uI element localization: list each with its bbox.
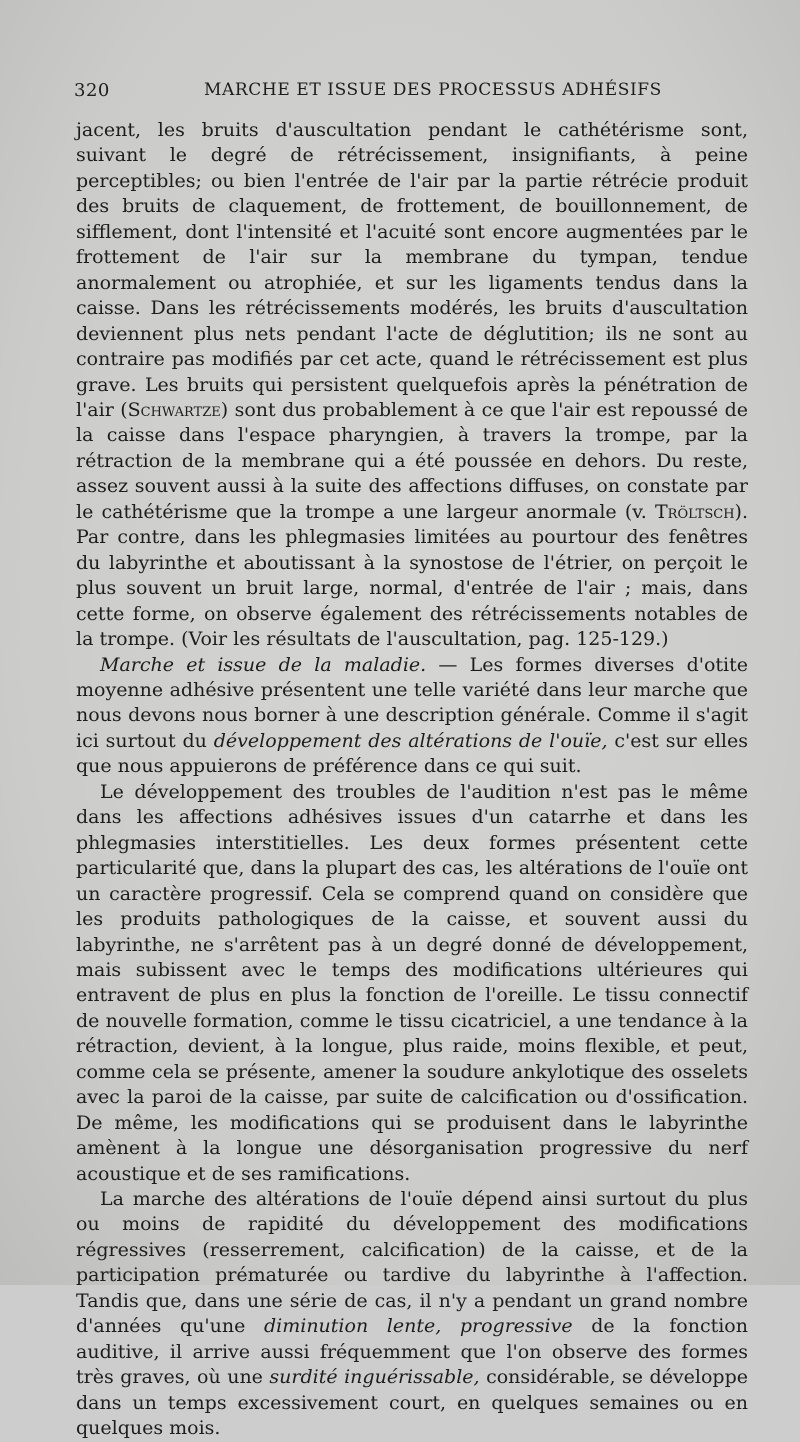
running-title: MARCHE ET ISSUE DES PROCESSUS ADHÉSIFS	[204, 80, 662, 100]
page-header	[74, 80, 746, 110]
p4-text-b: de la fonction auditive, il arrive aussi fréquemment que l'on observe des formes très graves, où une	[76, 1315, 748, 1389]
p1-text-a: jacent, les bruits d'auscultation pendant le cathétérisme sont, suivant le degré de rétrécissement, insignifiants, à peine perceptibles; ou bien l'entrée de l'air par la partie rétrécie produit des bruits de claquement, de frottement, de bouillonnement, de sifflement, dont l'intensité et l'acuité sont encore augmentées par le frottement de l'air sur la membrane du tympan, tendue anormalement ou atrophiée, et sur les ligaments tendus dans la caisse. Dans les rétrécissements modérés, les bruits d'auscultation deviennent plus nets pendant l'acte de déglutition; ils ne sont au contraire pas modifiés par cet acte, quand le rétrécissement est plus grave. Les bruits qui persistent quelquefois après la pénétration de l'air (	[76, 119, 748, 421]
p4-text-a: La marche des altérations de l'ouïe dépend ainsi surtout du plus ou moins de rapidité du développement des modifications régressives (resserrement, calcification) de la caisse, et de la participation prématurée ou tardive du labyrinthe à l'affection. Tandis que, dans une série de cas, il n'y a pendant un grand nombre d'années qu'une	[76, 1188, 748, 1338]
author-schwartze: Schwartze	[127, 398, 221, 421]
paragraph-3: Le développement des troubles de l'audition n'est pas le même dans les affections adhésives issues d'un catarrhe et dans les phlegmasies interstitielles. Les deux formes présentent cette particularité que, dans la plupart des cas, les altérations de l'ouïe ont un caractère progressif. Cela se comprend quand on considère que les produits pathologiques de la caisse, et souvent aussi du labyrinthe, ne s'arrêtent pas à un degré donné de développement, mais subissent avec le temps des modifications ultérieures qui entravent de plus en plus la fonction de l'oreille. Le tissu connectif de nouvelle formation, comme le tissu cicatriciel, a une tendance à la rétraction, devient, à la longue, plus raide, moins flexible, et peut, comme cela se présente, amener la soudure ankylotique des osselets avec la paroi de la caisse, par suite de calcification ou d'ossification. De même, les modifications qui se produisent dans le labyrinthe amènent à la longue une désorganisation progressive du nerf acoustique et de ses ramifications.	[76, 780, 748, 1185]
p1-text-b: ) sont dus probablement à ce que l'air est repoussé de la caisse dans l'espace pharyngien, à travers la trompe, par la rétraction de la membrane qui a été poussée en dehors. Du reste, assez souvent aussi à la suite des affections diffuses, on constate par le cathétérisme que la trompe a une largeur anormale (v.	[76, 398, 748, 523]
paragraph-2	[76, 653, 748, 780]
paragraph-4	[76, 1187, 748, 1442]
p2-text-a: — Les formes diverses d'otite moyenne adhésive présentent une telle variété dans leur marche que nous devons nous borner à une description générale. Comme il s'agit ici surtout du	[76, 653, 748, 752]
page-number: 320	[74, 80, 110, 101]
p4-emphasis-2: surdité inguérissable,	[269, 1366, 480, 1389]
paragraph-1	[76, 118, 748, 653]
p4-emphasis-1: diminution lente, progressive	[263, 1315, 573, 1338]
section-heading-marche: Marche et issue de la maladie.	[100, 653, 427, 676]
p1-text-c: ). Par contre, dans les phlegmasies limitées au pourtour des fenêtres du labyrinthe et aboutissant à la synostose de l'étrier, on perçoit le plus souvent un bruit large, normal, d'entrée de l'air ; mais, dans cette forme, on observe également des rétrécissements notables de la trompe. (Voir les résultats de l'auscultation, pag. 125-129.)	[76, 500, 748, 651]
author-troltsch: Tröltsch	[654, 500, 735, 523]
p2-text-b: c'est sur elles que nous appuierons de préférence dans ce qui suit.	[76, 729, 748, 778]
p4-text-c: considérable, se développe dans un temps excessivement court, en quelques semaines ou en quelques mois.	[76, 1366, 748, 1440]
body-text	[76, 118, 748, 1442]
p2-emphasis: développement des altérations de l'ouïe,	[213, 729, 608, 752]
